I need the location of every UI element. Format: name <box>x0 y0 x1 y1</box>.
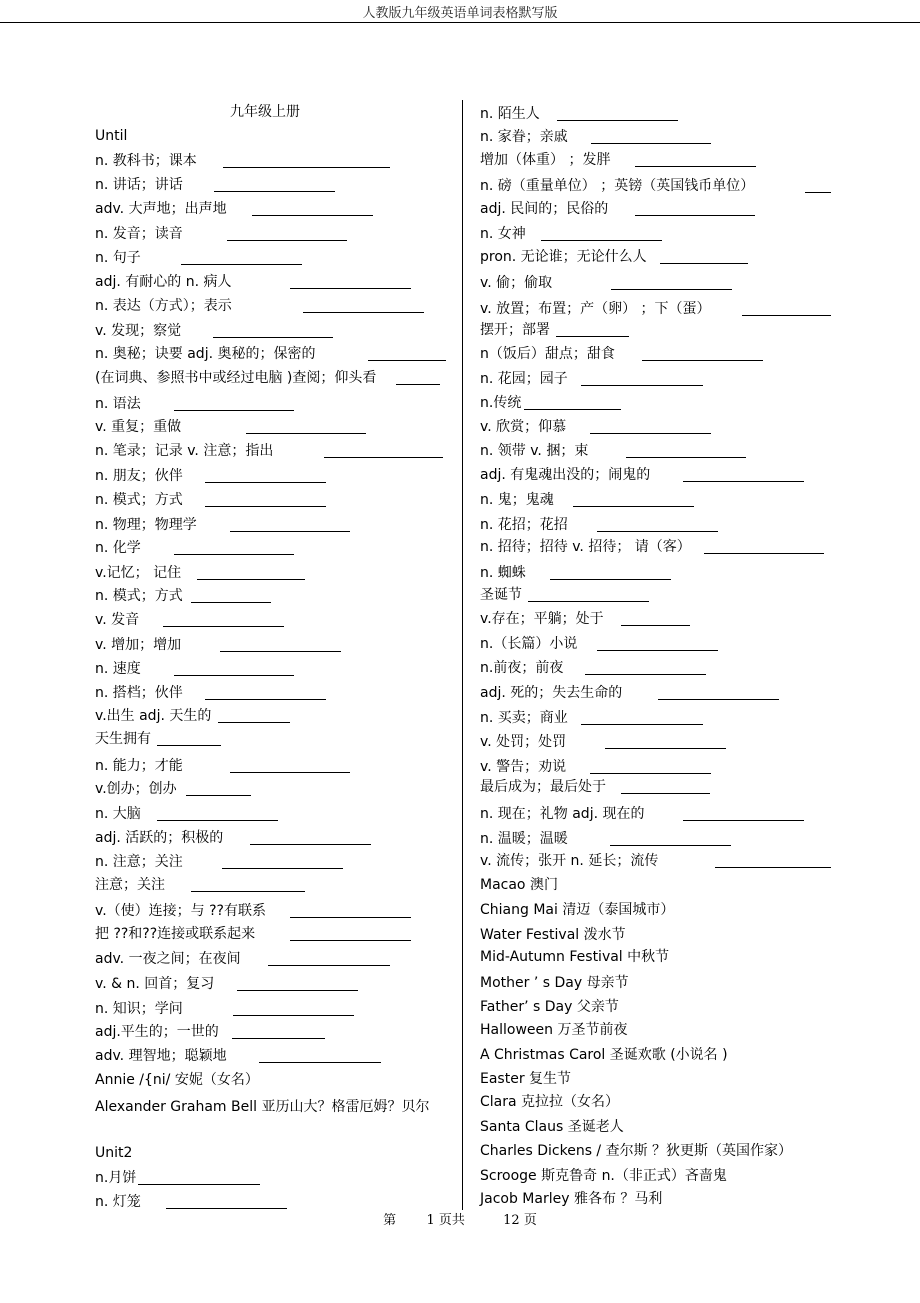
answer-blank[interactable] <box>232 1038 325 1039</box>
vocab-entry-text: adv. 一夜之间；在夜间 <box>95 951 241 967</box>
answer-blank[interactable] <box>205 482 326 483</box>
vocab-entry <box>95 564 181 582</box>
vocab-entry <box>480 345 615 363</box>
answer-blank[interactable] <box>174 410 294 411</box>
answer-blank[interactable] <box>290 288 411 289</box>
vocab-entry-text: adj. 有鬼魂出没的；闹鬼的 <box>480 467 651 483</box>
vocab-entry <box>95 322 181 340</box>
vocab-entry-text: n. 语法 <box>95 396 141 412</box>
vocab-entry <box>480 852 658 870</box>
answer-blank[interactable] <box>205 506 326 507</box>
vocab-entry-text: Scrooge 斯克鲁奇 n.（非正式）吝啬鬼 <box>480 1168 727 1184</box>
vocab-entry <box>95 829 223 847</box>
answer-blank[interactable] <box>230 772 350 773</box>
vocab-entry-text: v. 警告；劝说 <box>480 759 567 775</box>
vocab-entry <box>95 297 232 315</box>
answer-blank[interactable] <box>213 337 333 338</box>
vocab-entry <box>480 805 644 823</box>
vocab-entry <box>480 926 626 944</box>
vocab-entry-text: adv. 理智地；聪颖地 <box>95 1048 227 1064</box>
answer-blank[interactable] <box>214 191 335 192</box>
vocab-entry-text: n. 花园；园子 <box>480 371 568 387</box>
answer-blank[interactable] <box>610 845 731 846</box>
answer-blank[interactable] <box>174 675 294 676</box>
page-header: 人教版九年级英语单词表格默写版 <box>362 6 558 21</box>
answer-blank[interactable] <box>715 867 831 868</box>
vocab-entry-text: n. 大脑 <box>95 806 141 822</box>
vocab-entry <box>95 611 139 629</box>
vocab-entry-text: Annie /{ni/ 安妮（女名） <box>95 1072 259 1088</box>
vocab-entry-text: n. 能力；才能 <box>95 758 183 774</box>
vocab-entry-text: v. 发现；察觉 <box>95 323 182 339</box>
vocab-entry-text: n. 教科书；课本 <box>95 153 197 169</box>
vocab-entry-text: n. 发音；读音 <box>95 226 183 242</box>
footer-page-number: 1 <box>426 1213 435 1228</box>
answer-blank[interactable] <box>174 554 294 555</box>
vocab-entry <box>480 876 558 894</box>
vocab-entry-text: n. 物理；物理学 <box>95 517 197 533</box>
answer-blank[interactable] <box>541 240 662 241</box>
header-rule <box>0 22 920 23</box>
vocab-entry <box>95 1047 227 1065</box>
answer-blank[interactable] <box>704 553 824 554</box>
vocab-entry <box>95 1144 132 1162</box>
vocab-entry <box>480 491 554 509</box>
answer-blank[interactable] <box>220 651 341 652</box>
vocab-entry-text: Until <box>95 128 128 144</box>
vocab-entry-text: v. 流传；张开 n. 延长；流传 <box>480 853 659 869</box>
vocab-entry-text: v. 增加；增加 <box>95 637 182 653</box>
vocab-entry-text: n. 陌生人 <box>480 106 540 122</box>
vocab-entry <box>480 635 577 653</box>
vocab-entry <box>95 467 183 485</box>
vocab-entry <box>95 491 183 509</box>
vocab-entry <box>480 516 568 534</box>
vocab-entry <box>480 974 629 992</box>
vocab-entry <box>95 876 165 894</box>
vocab-entry <box>480 758 566 776</box>
vocab-entry-text: Mother ’ s Day 母亲节 <box>480 975 629 991</box>
vocab-entry-text: n. 句子 <box>95 250 141 266</box>
vocab-entry-text: n. 花招；花招 <box>480 517 568 533</box>
answer-blank[interactable] <box>138 1184 260 1185</box>
vocab-entry <box>95 780 177 798</box>
vocab-entry <box>480 274 552 292</box>
answer-blank[interactable] <box>635 215 755 216</box>
answer-blank[interactable] <box>268 965 390 966</box>
answer-blank[interactable] <box>683 820 804 821</box>
answer-blank[interactable] <box>233 1015 354 1016</box>
vocab-entry <box>95 684 183 702</box>
vocab-entry <box>480 321 550 339</box>
vocab-entry <box>95 516 197 534</box>
answer-blank[interactable] <box>290 917 411 918</box>
vocab-entry <box>480 394 521 412</box>
answer-blank[interactable] <box>585 674 706 675</box>
vocab-entry-text: 圣诞节 <box>480 587 522 603</box>
vocab-entry-text: n. 注意；关注 <box>95 854 183 870</box>
answer-blank[interactable] <box>605 748 726 749</box>
vocab-entry-text: 天生拥有 <box>95 731 151 747</box>
vocab-entry-text: Water Festival 泼水节 <box>480 927 626 943</box>
answer-blank[interactable] <box>658 699 779 700</box>
section-title: 九年级上册 <box>230 104 300 120</box>
footer-total-pages: 12 <box>503 1213 520 1228</box>
answer-blank[interactable] <box>230 531 350 532</box>
answer-blank[interactable] <box>581 724 703 725</box>
vocab-entry-text: n. 速度 <box>95 661 141 677</box>
answer-blank[interactable] <box>557 120 678 121</box>
answer-blank[interactable] <box>590 433 711 434</box>
vocab-entry <box>480 442 588 460</box>
answer-blank[interactable] <box>660 263 748 264</box>
vocab-entry-text: n. 讲话；讲话 <box>95 177 183 193</box>
vocab-entry <box>480 466 650 484</box>
vocab-entry-text: n. 领带 v. 捆；束 <box>480 443 589 459</box>
vocab-entry <box>95 1071 259 1089</box>
vocab-entry <box>480 830 568 848</box>
vocab-entry <box>95 345 315 363</box>
vocab-entry-text: Easter 复生节 <box>480 1071 572 1087</box>
vocab-entry <box>95 395 141 413</box>
vocab-entry-text: A Christmas Carol 圣诞欢歌 (小说名 ) <box>480 1047 728 1063</box>
vocab-entry <box>480 177 754 195</box>
answer-blank[interactable] <box>683 481 804 482</box>
vocab-entry <box>480 200 608 218</box>
vocab-entry <box>480 1093 619 1111</box>
vocab-entry-text: n. 知识；学问 <box>95 1001 183 1017</box>
vocab-entry-text: v.记忆； 记住 <box>95 565 182 581</box>
vocab-entry-text: n.月饼 <box>95 1170 137 1186</box>
vocab-entry-text: Halloween 万圣节前夜 <box>480 1022 628 1038</box>
vocab-entry-text: adj. 民间的；民俗的 <box>480 201 609 217</box>
vocab-entry <box>95 1023 219 1041</box>
answer-blank[interactable] <box>597 650 718 651</box>
vocab-entry-text: n. 模式；方式 <box>95 492 183 508</box>
answer-blank[interactable] <box>805 192 831 193</box>
vocab-entry-text: v. 偷；偷取 <box>480 275 553 291</box>
footer-unit: 页 <box>523 1213 537 1228</box>
answer-blank[interactable] <box>186 795 251 796</box>
answer-blank[interactable] <box>222 868 343 869</box>
vocab-entry-text: n. 现在；礼物 adj. 现在的 <box>480 806 645 822</box>
vocab-entry <box>95 273 231 291</box>
vocab-entry <box>480 151 610 169</box>
vocab-entry-text: Charles Dickens / 查尔斯 ？狄更斯（英国作家） <box>480 1143 793 1159</box>
vocab-entry <box>480 1142 792 1160</box>
vocab-entry-text: n.前夜；前夜 <box>480 660 564 676</box>
vocab-entry <box>480 586 522 604</box>
vocab-entry <box>480 1046 728 1064</box>
answer-blank[interactable] <box>524 409 621 410</box>
vocab-entry <box>480 901 674 919</box>
vocab-entry <box>95 950 241 968</box>
vocab-entry-text: n. 磅（重量单位） ；英镑（英国钱币单位） <box>480 178 755 194</box>
vocab-entry <box>480 1118 624 1136</box>
vocab-entry <box>480 709 568 727</box>
answer-blank[interactable] <box>626 457 746 458</box>
vocab-entry-text: v. & n. 回首；复习 <box>95 976 215 992</box>
answer-blank[interactable] <box>191 891 305 892</box>
vocab-entry <box>480 1190 662 1208</box>
vocab-entry <box>480 684 622 702</box>
answer-blank[interactable] <box>621 625 690 626</box>
answer-blank[interactable] <box>163 626 284 627</box>
vocab-entry <box>95 975 214 993</box>
vocab-entry <box>480 225 526 243</box>
answer-blank[interactable] <box>205 699 326 700</box>
vocab-entry-text: Chiang Mai 清迈（泰国城市） <box>480 902 675 918</box>
answer-blank[interactable] <box>581 385 703 386</box>
answer-blank[interactable] <box>742 315 831 316</box>
vocab-entry <box>480 948 669 966</box>
vocab-entry <box>480 105 540 123</box>
answer-blank[interactable] <box>252 215 373 216</box>
vocab-entry-text: 注意；关注 <box>95 877 165 893</box>
vocab-entry-text: v. 重复；重做 <box>95 419 182 435</box>
vocab-entry <box>480 248 647 266</box>
vocab-entry-text: Macao 澳门 <box>480 877 558 893</box>
vocab-entry-text: adj.平生的；一世的 <box>95 1024 219 1040</box>
answer-blank[interactable] <box>237 990 358 991</box>
vocab-entry-text: v.（使）连接；与 ??有联系 <box>95 903 266 919</box>
vocab-entry <box>95 757 183 775</box>
answer-blank[interactable] <box>227 240 347 241</box>
answer-blank[interactable] <box>259 1062 381 1063</box>
vocab-entry <box>480 1021 627 1039</box>
answer-blank[interactable] <box>597 531 718 532</box>
answer-blank[interactable] <box>621 793 710 794</box>
answer-blank[interactable] <box>157 745 221 746</box>
vocab-entry <box>95 1000 183 1018</box>
answer-blank[interactable] <box>197 579 305 580</box>
vocab-entry-text: adj. 死的；失去生命的 <box>480 685 623 701</box>
answer-blank[interactable] <box>250 844 371 845</box>
vocab-entry <box>480 538 691 556</box>
vocab-entry-text: n. 买卖；商业 <box>480 710 568 726</box>
vocab-entry-text: 增加（体重） ；发胖 <box>480 152 611 168</box>
vocab-entry <box>480 659 563 677</box>
vocab-entry <box>480 1167 727 1185</box>
vocab-entry-text: Mid-Autumn Festival 中秋节 <box>480 949 670 965</box>
vocab-entry-text: n.（长篇）小说 <box>480 636 578 652</box>
vocab-entry-text: n. 表达（方式）；表示 <box>95 298 232 314</box>
answer-blank[interactable] <box>635 166 756 167</box>
answer-blank[interactable] <box>191 602 271 603</box>
vocab-entry-text: v. 发音 <box>95 612 140 628</box>
answer-blank[interactable] <box>218 722 290 723</box>
vocab-entry-text: n. 家眷；亲戚 <box>480 129 568 145</box>
vocab-entry-text: n. 笔录；记录 v. 注意；指出 <box>95 443 274 459</box>
vocab-entry <box>95 200 227 218</box>
vocab-entry-text: Father’ s Day 父亲节 <box>480 999 619 1015</box>
vocab-entry <box>95 587 183 605</box>
vocab-entry <box>95 660 141 678</box>
answer-blank[interactable] <box>590 773 711 774</box>
vocab-entry-text: v.出生 adj. 天生的 <box>95 708 212 724</box>
vocab-entry <box>480 370 568 388</box>
vocab-entry-text: v.存在；平躺；处于 <box>480 611 604 627</box>
vocab-entry-text: adj. 活跃的；积极的 <box>95 830 224 846</box>
vocab-entry-text: pron. 无论谁；无论什么人 <box>480 249 647 265</box>
answer-blank[interactable] <box>642 360 763 361</box>
answer-blank[interactable] <box>246 433 366 434</box>
page-footer <box>0 1209 920 1228</box>
vocab-entry-text: n. 朋友；伙伴 <box>95 468 183 484</box>
vocab-entry-text: n. 模式；方式 <box>95 588 183 604</box>
answer-blank[interactable] <box>223 167 390 168</box>
vocab-entry <box>95 1169 136 1187</box>
vocab-entry-text: Jacob Marley 雅各布 ？马利 <box>480 1191 663 1207</box>
vocab-entry <box>480 733 566 751</box>
vocab-entry <box>95 730 151 748</box>
vocab-entry <box>95 225 183 243</box>
vocab-entry <box>95 249 141 267</box>
vocab-entry <box>95 853 183 871</box>
vocab-entry-text: Santa Claus 圣诞老人 <box>480 1119 624 1135</box>
answer-blank[interactable] <box>611 289 732 290</box>
vocab-entry <box>95 152 197 170</box>
vocab-entry-text: adj. 有耐心的 n. 病人 <box>95 274 232 290</box>
vocab-entry <box>95 902 266 920</box>
vocab-entry-text: 把 ??和??连接或联系起来 <box>95 926 256 942</box>
answer-blank[interactable] <box>181 264 302 265</box>
vocab-entry-text: v.创办；创办 <box>95 781 177 797</box>
vocab-entry <box>95 418 181 436</box>
vocab-entry-text: n. 奥秘；诀要 adj. 奥秘的；保密的 <box>95 346 316 362</box>
vocab-entry <box>95 369 376 387</box>
vocab-entry <box>95 442 273 460</box>
vocab-entry-text: n. 招待；招待 v. 招待； 请（客） <box>480 539 691 555</box>
vocab-entry <box>480 998 619 1016</box>
vocab-entry <box>95 636 181 654</box>
vocab-entry <box>480 564 526 582</box>
vocab-entry <box>480 778 606 796</box>
vocab-entry-text: 摆开；部署 <box>480 322 550 338</box>
answer-blank[interactable] <box>528 601 649 602</box>
vocab-entry-text: n. 蜘蛛 <box>480 565 526 581</box>
vocab-entry-text: v. 放置；布置；产（卵） ；下（蛋） <box>480 301 711 317</box>
vocab-entry-text: n. 化学 <box>95 540 141 556</box>
vocab-entry-text: Clara 克拉拉（女名） <box>480 1094 620 1110</box>
vocab-entry-text: v. 处罚；处罚 <box>480 734 567 750</box>
vocab-entry-text: n（饭后）甜点；甜食 <box>480 346 615 362</box>
vocab-entry-text: n. 温暖；温暖 <box>480 831 568 847</box>
footer-page-label: 第 <box>383 1213 397 1228</box>
vocab-entry-text: (在词典、参照书中或经过电脑 )查阅；仰头看 <box>95 370 377 386</box>
answer-blank[interactable] <box>573 506 694 507</box>
vocab-entry <box>480 610 604 628</box>
answer-blank[interactable] <box>303 312 424 313</box>
answer-blank[interactable] <box>324 457 443 458</box>
vocab-entry-text: v. 欣赏；仰慕 <box>480 419 567 435</box>
vocab-entry-text: n. 灯笼 <box>95 1194 141 1210</box>
vocab-entry-text: n.传统 <box>480 395 522 411</box>
vocab-entry-text: 最后成为；最后处于 <box>480 779 606 795</box>
vocab-entry <box>480 300 711 318</box>
answer-blank[interactable] <box>396 384 440 385</box>
column-divider <box>462 100 463 1210</box>
vocab-entry <box>95 176 183 194</box>
vocab-entry <box>480 128 568 146</box>
vocab-entry <box>95 127 127 145</box>
vocab-entry <box>95 805 141 823</box>
vocab-entry <box>95 707 211 725</box>
vocab-entry <box>95 1098 429 1116</box>
vocab-entry <box>480 418 566 436</box>
answer-blank[interactable] <box>290 940 411 941</box>
vocab-entry <box>95 539 141 557</box>
answer-blank[interactable] <box>556 336 629 337</box>
footer-of-label: 页共 <box>438 1213 465 1228</box>
answer-blank[interactable] <box>368 360 446 361</box>
vocab-entry-text: n. 鬼；鬼魂 <box>480 492 554 508</box>
answer-blank[interactable] <box>157 820 278 821</box>
vocab-entry <box>480 1070 571 1088</box>
vocab-entry-text: n. 女神 <box>480 226 526 242</box>
answer-blank[interactable] <box>550 579 671 580</box>
vocab-entry-text: adv. 大声地；出声地 <box>95 201 227 217</box>
vocab-entry-text: Unit2 <box>95 1145 133 1161</box>
vocab-entry-text: n. 搭档；伙伴 <box>95 685 183 701</box>
answer-blank[interactable] <box>591 143 711 144</box>
vocab-entry <box>95 925 255 943</box>
vocab-entry-text: Alexander Graham Bell 亚历山大？格雷厄姆？贝尔 <box>95 1099 430 1115</box>
